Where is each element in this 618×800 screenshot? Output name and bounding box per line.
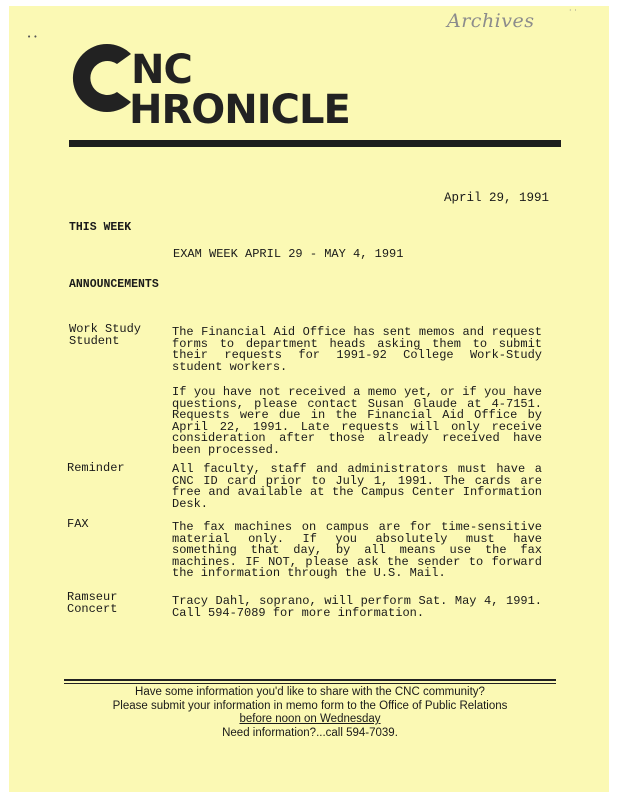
announcement-label-fax: FAX (67, 517, 89, 531)
announcements-heading: ANNOUNCEMENTS (69, 278, 159, 291)
footer-deadline: before noon on Wednesday (239, 713, 381, 725)
announcement-work-study-paragraph-2: If you have not received a memo yet, or if you have questions, please contact Susan Glaude at 4-7151. Requests were due in the Financial Aid Office by April 22, 1991. Late requests will only receive consideration after those already received have been processed. (172, 385, 542, 457)
this-week-heading: THIS WEEK (69, 221, 132, 234)
footer-notice (64, 686, 556, 740)
announcement-work-study-paragraph-1: The Financial Aid Office has sent memos and request forms to department heads asking them to submit their requests for 1991-92 College Work-Study student workers. (172, 325, 542, 374)
masthead-nc: NC (131, 47, 192, 93)
announcement-label-reminder: Reminder (67, 461, 125, 475)
footer-line-2: Please submit your information in memo form to the Office of Public Relations (112, 699, 508, 712)
footer-rule-thin (64, 683, 556, 684)
announcement-label-work-study: Work Study Student (69, 322, 142, 348)
footer-rule-thick (64, 679, 556, 681)
announcement-fax-paragraph: The fax machines on campus are for time-sensitive material only. If you absolutely must have something that day, by all means use the fax machines. IF NOT, please ask the sender to forward the information through the U.S. Mail. (172, 520, 542, 580)
masthead-rule (69, 140, 561, 147)
masthead-hronicle: HRONICLE (129, 87, 350, 133)
announcement-reminder-paragraph: All faculty, staff and administrators must have a CNC ID card prior to July 1, 1991. The cards are free and available at the Campus Center Information Desk. (172, 462, 542, 511)
footer-contact-line: Need information?...call 594-7039. (222, 726, 398, 739)
corner-mark: · · (569, 6, 577, 15)
newsletter-page (9, 6, 609, 792)
announcement-ramseur-paragraph: Tracy Dahl, soprano, will perform Sat. May 4, 1991. Call 594-7089 for more information. (172, 594, 542, 620)
announcement-label-ramseur-concert: Ramseur Concert (67, 590, 118, 616)
exam-week-line: EXAM WEEK APRIL 29 - MAY 4, 1991 (173, 247, 404, 261)
handwritten-archives-note: Archives (447, 10, 535, 32)
issue-date: April 29, 1991 (444, 191, 550, 205)
footer-line-1: Have some information you'd like to share with the CNC community? (135, 686, 485, 698)
margin-mark: • • (27, 33, 38, 41)
